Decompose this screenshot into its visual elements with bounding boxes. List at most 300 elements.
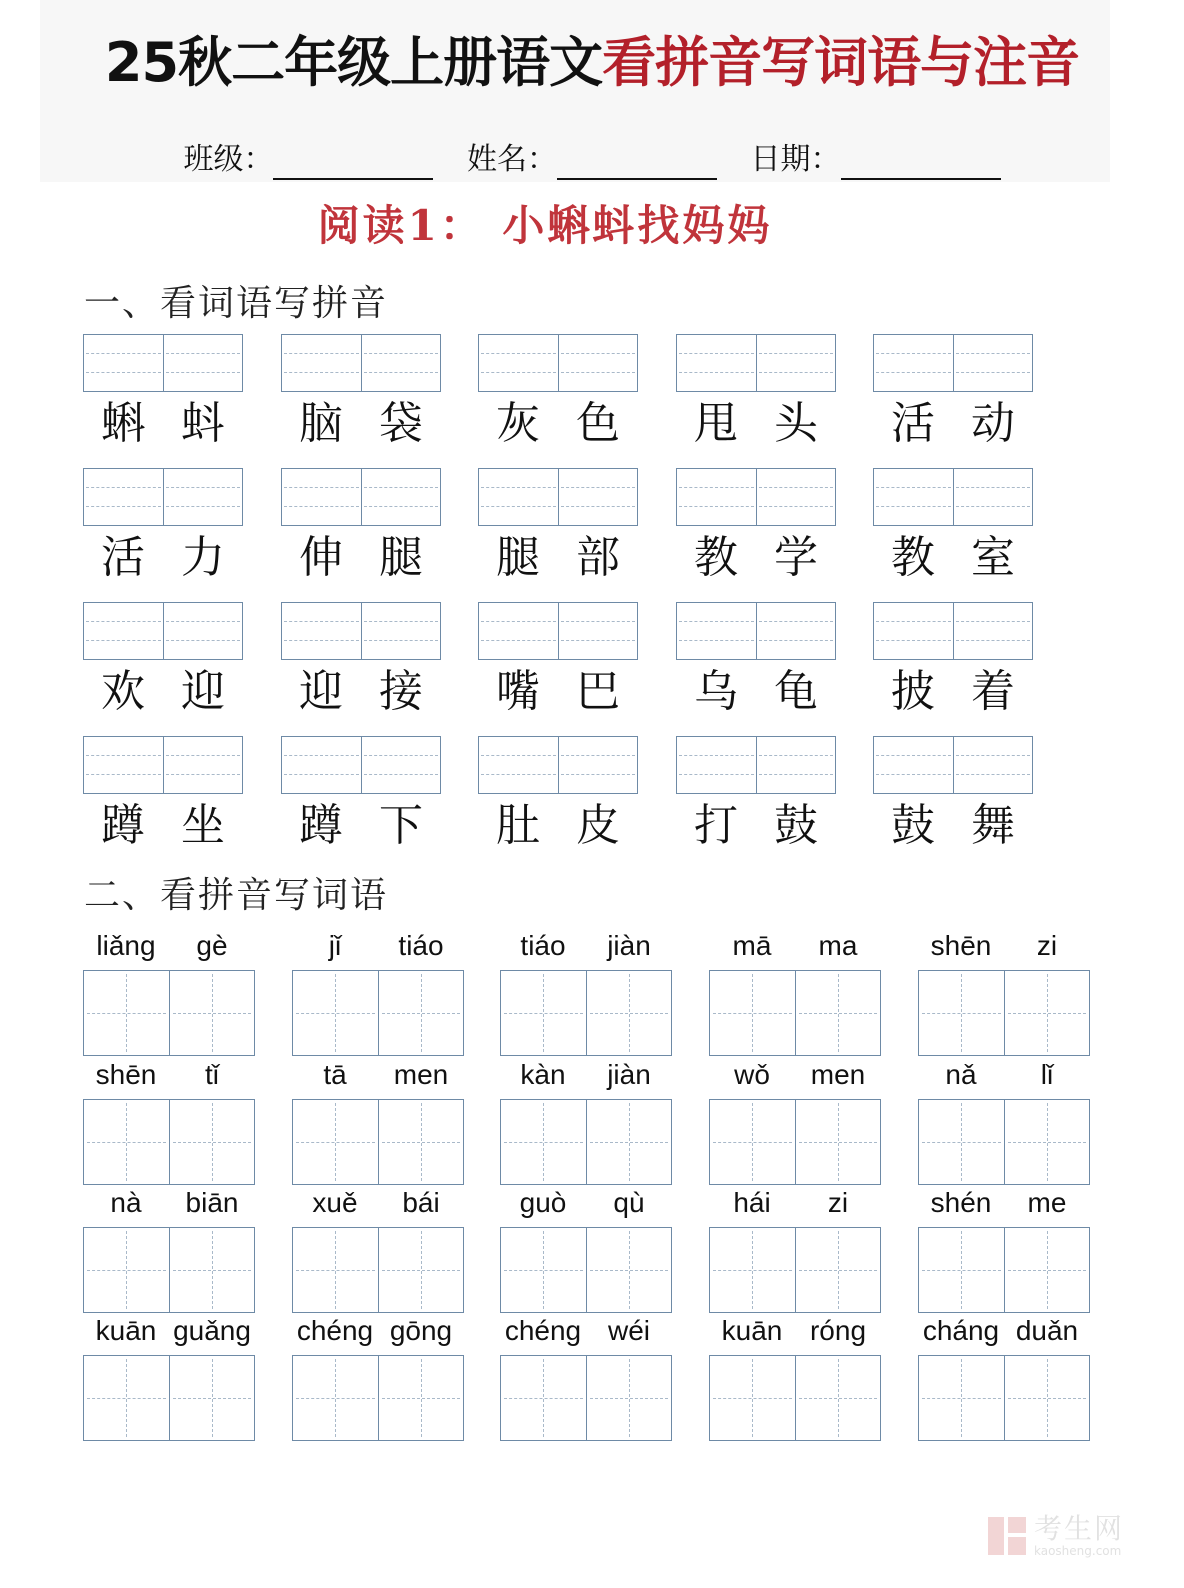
pinyin-writing-cell[interactable]	[84, 737, 163, 793]
tianzige-boxes[interactable]	[83, 1355, 255, 1441]
pinyin-syllable: men	[393, 1059, 449, 1090]
word-character: 动	[971, 398, 1015, 449]
pinyin-label	[292, 928, 464, 964]
title-part-red: 看拼音写词语与注音	[602, 31, 1080, 94]
tianzige-cell[interactable]	[795, 1356, 881, 1440]
pinyin-label	[709, 1313, 881, 1349]
pinyin-writing-boxes[interactable]	[281, 468, 441, 526]
pinyin-syllable: wǒ	[734, 1059, 770, 1090]
pinyin-label	[292, 1057, 464, 1093]
word-character: 鼓	[774, 800, 818, 851]
pinyin-syllable: róng	[809, 1315, 867, 1346]
word-character: 教	[694, 532, 738, 583]
pinyin-syllable: ma	[818, 930, 858, 961]
word-character: 披	[891, 666, 935, 717]
word-characters	[676, 530, 836, 586]
pinyin-writing-boxes[interactable]	[281, 736, 441, 794]
word-character: 蹲	[101, 800, 145, 851]
pinyin-writing-boxes[interactable]	[478, 602, 638, 660]
tianzige-cell[interactable]	[501, 971, 586, 1055]
pinyin-syllable: shēn	[930, 930, 992, 961]
pinyin-item	[918, 1185, 1090, 1313]
word-character: 舞	[971, 800, 1015, 851]
tianzige-boxes[interactable]	[709, 970, 881, 1056]
pinyin-label	[292, 1185, 464, 1221]
tianzige-cell[interactable]	[169, 1356, 255, 1440]
word-character: 龟	[774, 666, 818, 717]
pinyin-writing-cell[interactable]	[361, 603, 441, 659]
word-character: 下	[379, 800, 423, 851]
tianzige-boxes[interactable]	[918, 1227, 1090, 1313]
tianzige-cell[interactable]	[919, 1356, 1004, 1440]
word-character: 鼓	[891, 800, 935, 851]
word-character: 活	[891, 398, 935, 449]
pinyin-writing-cell[interactable]	[953, 737, 1033, 793]
pinyin-writing-cell[interactable]	[756, 603, 836, 659]
word-characters	[83, 530, 243, 586]
pinyin-writing-cell[interactable]	[874, 737, 953, 793]
pinyin-writing-cell[interactable]	[163, 335, 243, 391]
pinyin-syllable: liǎng	[96, 930, 156, 961]
tianzige-cell[interactable]	[710, 971, 795, 1055]
pinyin-syllable: jǐ	[328, 930, 342, 961]
pinyin-item	[500, 1313, 672, 1441]
pinyin-item	[918, 1313, 1090, 1441]
pinyin-item	[709, 1313, 881, 1441]
word-character: 灰	[496, 398, 540, 449]
pinyin-writing-cell[interactable]	[953, 603, 1033, 659]
pinyin-writing-cell[interactable]	[677, 603, 756, 659]
pinyin-label	[918, 1057, 1090, 1093]
pinyin-item	[83, 1313, 255, 1441]
word-character: 部	[576, 532, 620, 583]
name-field	[467, 140, 717, 180]
word-character: 腿	[496, 532, 540, 583]
pinyin-label	[83, 1185, 255, 1221]
tianzige-cell[interactable]	[586, 1356, 672, 1440]
pinyin-label	[918, 1313, 1090, 1349]
pinyin-item	[709, 1057, 881, 1185]
tianzige-boxes[interactable]	[83, 1227, 255, 1313]
pinyin-writing-cell[interactable]	[558, 335, 638, 391]
pinyin-writing-cell[interactable]	[756, 335, 836, 391]
tianzige-boxes[interactable]	[292, 1355, 464, 1441]
pinyin-syllable: chéng	[504, 1315, 582, 1346]
section1-heading: 一、看词语写拼音	[84, 283, 389, 324]
pinyin-item	[292, 1057, 464, 1185]
word-item	[478, 468, 638, 588]
pinyin-writing-boxes[interactable]	[478, 736, 638, 794]
word-characters	[873, 664, 1033, 720]
word-character: 力	[181, 532, 225, 583]
word-character: 甩	[694, 398, 738, 449]
pinyin-item	[500, 928, 672, 1056]
pinyin-item	[83, 1057, 255, 1185]
pinyin-writing-cell[interactable]	[953, 469, 1033, 525]
pinyin-writing-cell[interactable]	[479, 469, 558, 525]
tianzige-cell[interactable]	[378, 1100, 464, 1184]
pinyin-syllable: biān	[185, 1187, 239, 1218]
word-characters	[676, 798, 836, 854]
pinyin-syllable: nà	[110, 1187, 142, 1218]
pinyin-writing-cell[interactable]	[677, 737, 756, 793]
word-characters	[83, 396, 243, 452]
word-character: 迎	[181, 666, 225, 717]
pinyin-syllable: tiáo	[520, 930, 566, 961]
tianzige-cell[interactable]	[169, 1100, 255, 1184]
pinyin-writing-cell[interactable]	[479, 737, 558, 793]
word-item	[281, 736, 441, 856]
pinyin-label	[500, 928, 672, 964]
pinyin-writing-cell[interactable]	[282, 603, 361, 659]
pinyin-syllable: tiáo	[398, 930, 444, 961]
pinyin-writing-boxes[interactable]	[873, 736, 1033, 794]
tianzige-cell[interactable]	[378, 971, 464, 1055]
word-characters	[281, 530, 441, 586]
word-character: 巴	[576, 666, 620, 717]
pinyin-item	[918, 928, 1090, 1056]
word-character: 打	[694, 800, 738, 851]
tianzige-boxes[interactable]	[500, 1227, 672, 1313]
pinyin-writing-boxes[interactable]	[676, 602, 836, 660]
pinyin-writing-cell[interactable]	[558, 603, 638, 659]
tianzige-boxes[interactable]	[292, 970, 464, 1056]
pinyin-label	[292, 1313, 464, 1349]
pinyin-writing-cell[interactable]	[282, 469, 361, 525]
pinyin-item	[292, 1185, 464, 1313]
pinyin-writing-cell[interactable]	[282, 335, 361, 391]
word-character: 欢	[101, 666, 145, 717]
word-item	[478, 334, 638, 454]
tianzige-cell[interactable]	[84, 1100, 169, 1184]
pinyin-label	[83, 1313, 255, 1349]
title-part-black: 25秋二年级上册语文	[104, 31, 603, 94]
word-characters	[873, 396, 1033, 452]
word-characters	[873, 798, 1033, 854]
pinyin-writing-boxes[interactable]	[83, 468, 243, 526]
word-character: 坐	[181, 800, 225, 851]
pinyin-writing-cell[interactable]	[558, 737, 638, 793]
pinyin-label	[83, 928, 255, 964]
pinyin-writing-cell[interactable]	[953, 335, 1033, 391]
pinyin-syllable: guò	[519, 1187, 567, 1218]
pinyin-syllable: lǐ	[1040, 1059, 1054, 1090]
pinyin-label	[918, 928, 1090, 964]
pinyin-writing-cell[interactable]	[163, 469, 243, 525]
name-blank[interactable]	[557, 150, 717, 180]
pinyin-writing-cell[interactable]	[756, 737, 836, 793]
class-field	[183, 140, 433, 180]
word-item	[83, 736, 243, 856]
pinyin-item	[292, 1313, 464, 1441]
word-character: 色	[576, 398, 620, 449]
pinyin-syllable: gè	[196, 930, 228, 961]
pinyin-syllable: chéng	[296, 1315, 374, 1346]
tianzige-boxes[interactable]	[292, 1099, 464, 1185]
word-item	[83, 334, 243, 454]
name-label: 姓名：	[467, 142, 557, 177]
reading-title: 阅读1： 小蝌蚪找妈妈	[317, 201, 773, 250]
word-item	[281, 602, 441, 722]
pinyin-writing-boxes[interactable]	[676, 334, 836, 392]
pinyin-syllable: tā	[323, 1059, 347, 1090]
tianzige-boxes[interactable]	[709, 1355, 881, 1441]
pinyin-syllable: shén	[930, 1187, 992, 1218]
pinyin-writing-boxes[interactable]	[83, 334, 243, 392]
pinyin-syllable: kuān	[721, 1315, 783, 1346]
word-item	[676, 468, 836, 588]
pinyin-item	[83, 928, 255, 1056]
date-field	[751, 140, 1001, 180]
pinyin-writing-boxes[interactable]	[478, 468, 638, 526]
word-item	[281, 334, 441, 454]
word-character: 脑	[299, 398, 343, 449]
pinyin-writing-cell[interactable]	[282, 737, 361, 793]
watermark-url: kaosheng.com	[1034, 1544, 1122, 1558]
pinyin-writing-boxes[interactable]	[83, 602, 243, 660]
tianzige-boxes[interactable]	[709, 1227, 881, 1313]
pinyin-writing-cell[interactable]	[756, 469, 836, 525]
word-characters	[83, 664, 243, 720]
watermark	[986, 1506, 1166, 1566]
pinyin-writing-boxes[interactable]	[873, 602, 1033, 660]
pinyin-syllable: qù	[613, 1187, 645, 1218]
pinyin-writing-cell[interactable]	[361, 335, 441, 391]
pinyin-writing-cell[interactable]	[84, 469, 163, 525]
pinyin-writing-cell[interactable]	[874, 469, 953, 525]
word-character: 蹲	[299, 800, 343, 851]
tianzige-boxes[interactable]	[500, 1355, 672, 1441]
word-characters	[281, 396, 441, 452]
class-label: 班级：	[183, 142, 274, 177]
pinyin-syllable: bái	[402, 1187, 440, 1218]
tianzige-cell[interactable]	[378, 1228, 464, 1312]
word-characters	[478, 396, 638, 452]
tianzige-cell[interactable]	[1004, 1228, 1090, 1312]
pinyin-item	[918, 1057, 1090, 1185]
tianzige-boxes[interactable]	[83, 970, 255, 1056]
tianzige-cell[interactable]	[84, 1228, 169, 1312]
pinyin-writing-cell[interactable]	[361, 469, 441, 525]
word-characters	[478, 664, 638, 720]
word-characters	[478, 530, 638, 586]
word-item	[873, 468, 1033, 588]
word-item	[676, 334, 836, 454]
tianzige-cell[interactable]	[501, 1356, 586, 1440]
word-item	[478, 602, 638, 722]
pinyin-item	[292, 928, 464, 1056]
tianzige-boxes[interactable]	[918, 1099, 1090, 1185]
page-title	[0, 28, 1184, 98]
section2-heading: 二、看拼音写词语	[84, 875, 389, 916]
tianzige-cell[interactable]	[1004, 1100, 1090, 1184]
word-characters	[83, 798, 243, 854]
word-character: 活	[101, 532, 145, 583]
pinyin-syllable: cháng	[922, 1315, 1000, 1346]
word-character: 肚	[496, 800, 540, 851]
tianzige-boxes[interactable]	[500, 1099, 672, 1185]
pinyin-writing-cell[interactable]	[84, 603, 163, 659]
word-item	[873, 334, 1033, 454]
word-character: 袋	[379, 398, 423, 449]
pinyin-syllable: wéi	[607, 1315, 650, 1346]
pinyin-writing-boxes[interactable]	[281, 334, 441, 392]
tianzige-cell[interactable]	[710, 1228, 795, 1312]
tianzige-cell[interactable]	[710, 1356, 795, 1440]
pinyin-syllable: duǎn	[1015, 1315, 1079, 1346]
pinyin-item	[83, 1185, 255, 1313]
pinyin-writing-boxes[interactable]	[281, 602, 441, 660]
pinyin-syllable: me	[1027, 1187, 1067, 1218]
tianzige-boxes[interactable]	[292, 1227, 464, 1313]
tianzige-cell[interactable]	[795, 1228, 881, 1312]
pinyin-writing-boxes[interactable]	[676, 736, 836, 794]
pinyin-label	[83, 1057, 255, 1093]
tianzige-cell[interactable]	[293, 1228, 378, 1312]
pinyin-writing-cell[interactable]	[84, 335, 163, 391]
pinyin-syllable: guǎng	[173, 1315, 251, 1346]
word-character: 教	[891, 532, 935, 583]
pinyin-label	[500, 1185, 672, 1221]
tianzige-cell[interactable]	[795, 971, 881, 1055]
pinyin-item	[500, 1185, 672, 1313]
pinyin-syllable: zi	[827, 1187, 849, 1218]
word-item	[873, 602, 1033, 722]
tianzige-cell[interactable]	[710, 1100, 795, 1184]
pinyin-writing-boxes[interactable]	[83, 736, 243, 794]
word-characters	[281, 664, 441, 720]
pinyin-writing-cell[interactable]	[677, 335, 756, 391]
tianzige-cell[interactable]	[293, 1100, 378, 1184]
word-character: 接	[379, 666, 423, 717]
word-character: 学	[774, 532, 818, 583]
tianzige-cell[interactable]	[919, 1100, 1004, 1184]
tianzige-cell[interactable]	[919, 1228, 1004, 1312]
pinyin-label	[709, 1185, 881, 1221]
word-characters	[478, 798, 638, 854]
date-label: 日期：	[750, 142, 841, 177]
word-character: 腿	[379, 532, 423, 583]
student-info-row	[0, 140, 1184, 180]
pinyin-item	[709, 928, 881, 1056]
tianzige-boxes[interactable]	[83, 1099, 255, 1185]
word-character: 乌	[694, 666, 738, 717]
tianzige-cell[interactable]	[293, 1356, 378, 1440]
pinyin-writing-cell[interactable]	[361, 737, 441, 793]
pinyin-syllable: gōng	[389, 1315, 453, 1346]
pinyin-label	[709, 928, 881, 964]
tianzige-boxes[interactable]	[918, 970, 1090, 1056]
tianzige-cell[interactable]	[1004, 1356, 1090, 1440]
watermark-text: 考生网	[1034, 1512, 1125, 1545]
word-characters	[873, 530, 1033, 586]
word-item	[873, 736, 1033, 856]
pinyin-syllable: nǎ	[945, 1059, 977, 1090]
tianzige-cell[interactable]	[84, 971, 169, 1055]
tianzige-boxes[interactable]	[500, 970, 672, 1056]
word-character: 蝌	[101, 398, 145, 449]
tianzige-boxes[interactable]	[918, 1355, 1090, 1441]
tianzige-cell[interactable]	[501, 1100, 586, 1184]
pinyin-item	[709, 1185, 881, 1313]
pinyin-writing-cell[interactable]	[479, 603, 558, 659]
tianzige-cell[interactable]	[84, 1356, 169, 1440]
tianzige-boxes[interactable]	[709, 1099, 881, 1185]
tianzige-cell[interactable]	[919, 971, 1004, 1055]
pinyin-label	[500, 1313, 672, 1349]
pinyin-label	[918, 1185, 1090, 1221]
word-character: 头	[774, 398, 818, 449]
tianzige-cell[interactable]	[293, 971, 378, 1055]
kaosheng-logo-icon	[986, 1515, 1028, 1557]
word-character: 蚪	[181, 398, 225, 449]
tianzige-cell[interactable]	[169, 971, 255, 1055]
word-character: 迎	[299, 666, 343, 717]
word-character: 室	[971, 532, 1015, 583]
pinyin-writing-cell[interactable]	[874, 603, 953, 659]
pinyin-writing-cell[interactable]	[558, 469, 638, 525]
pinyin-syllable: jiàn	[607, 930, 651, 961]
word-characters	[676, 396, 836, 452]
pinyin-writing-cell[interactable]	[163, 603, 243, 659]
tianzige-cell[interactable]	[378, 1356, 464, 1440]
pinyin-syllable: hái	[733, 1187, 771, 1218]
pinyin-label	[709, 1057, 881, 1093]
tianzige-cell[interactable]	[169, 1228, 255, 1312]
word-character: 着	[971, 666, 1015, 717]
pinyin-label	[500, 1057, 672, 1093]
pinyin-writing-boxes[interactable]	[676, 468, 836, 526]
tianzige-cell[interactable]	[795, 1100, 881, 1184]
pinyin-writing-cell[interactable]	[479, 335, 558, 391]
pinyin-syllable: men	[810, 1059, 866, 1090]
pinyin-writing-cell[interactable]	[874, 335, 953, 391]
word-item	[676, 736, 836, 856]
word-item	[83, 468, 243, 588]
tianzige-cell[interactable]	[501, 1228, 586, 1312]
word-characters	[676, 664, 836, 720]
pinyin-syllable: mā	[732, 930, 772, 961]
word-item	[281, 468, 441, 588]
word-character: 嘴	[496, 666, 540, 717]
tianzige-cell[interactable]	[1004, 971, 1090, 1055]
pinyin-syllable: kuān	[95, 1315, 157, 1346]
pinyin-item	[500, 1057, 672, 1185]
date-blank[interactable]	[841, 150, 1001, 180]
pinyin-syllable: jiàn	[607, 1059, 651, 1090]
pinyin-writing-boxes[interactable]	[873, 334, 1033, 392]
word-item	[676, 602, 836, 722]
word-character: 伸	[299, 532, 343, 583]
word-characters	[281, 798, 441, 854]
pinyin-syllable: zi	[1036, 930, 1058, 961]
pinyin-writing-cell[interactable]	[163, 737, 243, 793]
pinyin-writing-cell[interactable]	[677, 469, 756, 525]
tianzige-cell[interactable]	[586, 1228, 672, 1312]
word-item	[478, 736, 638, 856]
pinyin-writing-boxes[interactable]	[873, 468, 1033, 526]
word-item	[83, 602, 243, 722]
tianzige-cell[interactable]	[586, 971, 672, 1055]
pinyin-syllable: kàn	[520, 1059, 566, 1090]
class-blank[interactable]	[273, 150, 433, 180]
pinyin-writing-boxes[interactable]	[478, 334, 638, 392]
pinyin-syllable: tǐ	[205, 1059, 219, 1090]
word-character: 皮	[576, 800, 620, 851]
pinyin-syllable: shēn	[95, 1059, 157, 1090]
tianzige-cell[interactable]	[586, 1100, 672, 1184]
pinyin-syllable: xuě	[312, 1187, 358, 1218]
